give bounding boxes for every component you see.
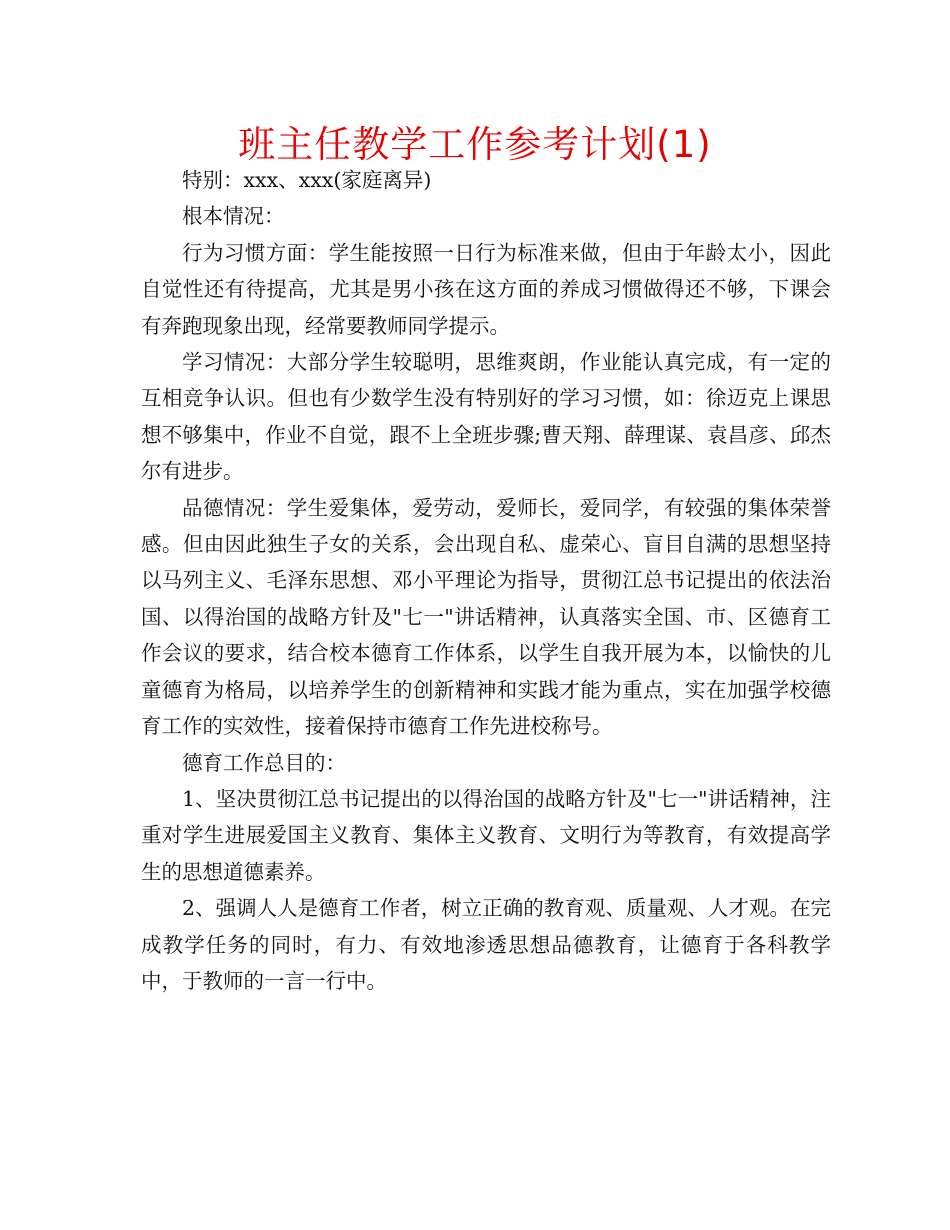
document-title: 班主任教学工作参考计划(1) <box>238 123 712 166</box>
paragraph-special-note: 特别：xxx、xxx(家庭离异) <box>182 168 432 192</box>
document-body <box>141 162 831 999</box>
paragraph-basic-heading: 根本情况： <box>182 204 285 229</box>
paragraph-moral-situation: 品德情况：学生爱集体，爱劳动，爱师长，爱同学，有较强的集体荣誉感。但由因此独生子女的关系，会出现自私、虚荣心、盲目自满的思想坚持以马列主义、毛泽东思想、邓小平理论为指导，贯彻江总书记提出的依法治国、以得治国的战略方针及"七一"讲话精神，认真落实全国、市、区德育工作会议的要求，结合校本德育工作体系，以学生自我开展为本，以愉快的儿童德育为格局，以培养学生的创新精神和实践才能为重点，实在加强学校德育工作的实效性，接着保持市德育工作先进校称号。 <box>141 495 831 739</box>
paragraph-goal-2: 2、强调人人是德育工作者，树立正确的教育观、质量观、人才观。在完成教学任务的同时，有力、有效地渗透思想品德教育，让德育于各科教学中，于教师的一言一行中。 <box>141 896 831 993</box>
paragraph-goal-1: 1、坚决贯彻江总书记提出的以得治国的战略方针及"七一"讲话精神，注重对学生进展爱国主义教育、集体主义教育、文明行为等教育，有效提高学生的思想道德素养。 <box>141 786 831 884</box>
paragraph-goal-heading: 德育工作总目的： <box>182 750 346 775</box>
paragraph-study-situation: 学习情况：大部分学生较聪明，思维爽朗，作业能认真完成，有一定的互相竞争认识。但也有少数学生没有特别好的学习习惯，如：徐迈克上课思想不够集中，作业不自觉，跟不上全班步骤;曹天翔、薛理谋、袁昌彦、邱杰尔有进步。 <box>141 350 831 484</box>
paragraph-behavior-habits: 行为习惯方面：学生能按照一日行为标准来做，但由于年龄太小，因此自觉性还有待提高，尤其是男小孩在这方面的养成习惯做得还不够，下课会有奔跑现象出现，经常要教师同学提示。 <box>141 240 831 338</box>
